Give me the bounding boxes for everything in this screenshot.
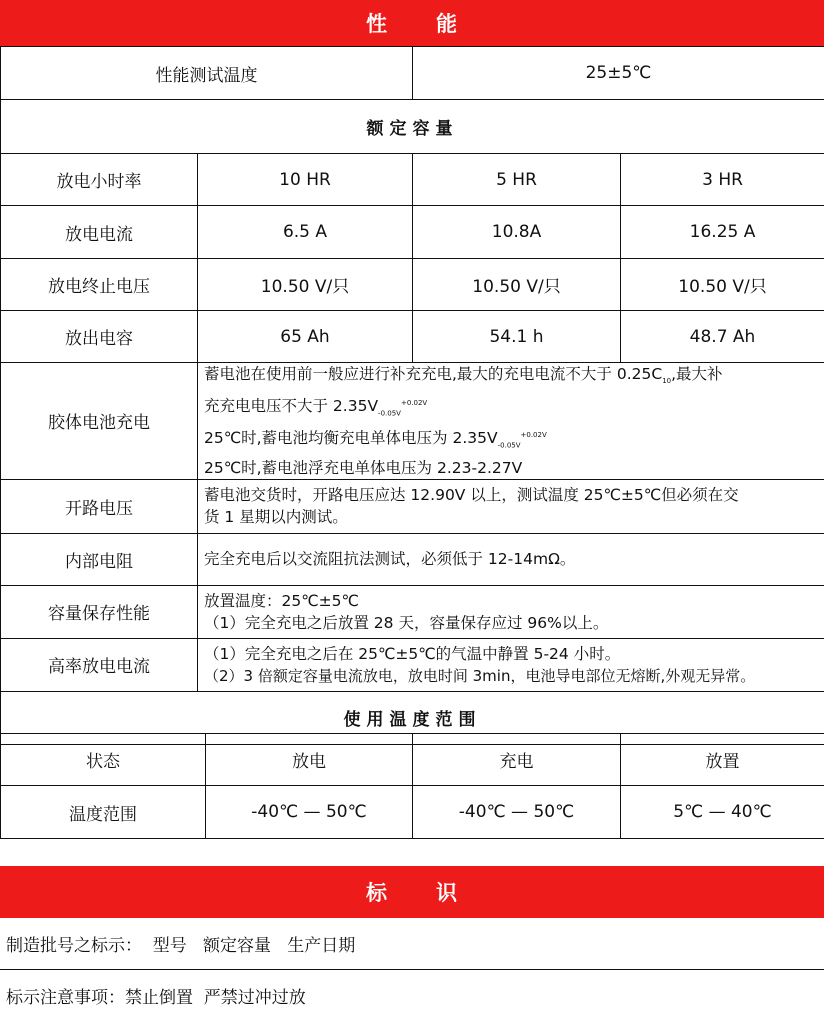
hour-rate-value: 5 HR [413, 154, 621, 206]
current-value: 16.25 A [621, 206, 824, 259]
end-voltage-value: 10.50 V/只 [413, 259, 621, 311]
open-voltage-row [1, 479, 824, 533]
high-rate-row [1, 638, 824, 691]
temp-range-header: 使用温度范围 [1, 691, 824, 744]
performance-title-left: 性 [366, 12, 389, 36]
current-value: 10.8A [413, 206, 621, 259]
gel-charge-line: 充充电电压不大于 $2.35V_{-0.05V}^{+0.02V}$ [204, 397, 428, 418]
performance-title-band [0, 0, 824, 46]
end-voltage-label: 放电终止电压 [1, 259, 198, 311]
capacity-retention-label: 容量保存性能 [1, 585, 198, 638]
marking-batch-row [0, 918, 824, 970]
temp-range-cell: 状态 [1, 734, 206, 786]
internal-resistance-line: 完全充电后以交流阻抗法测试，必须低于 12-14mΩ。 [204, 550, 576, 569]
temp-range-cell: 5℃ — 40℃ [621, 786, 824, 839]
capacity-retention-line: 放置温度：25℃±5℃ [204, 591, 359, 610]
capacity-value: 48.7 Ah [621, 311, 824, 363]
current-label: 放电电流 [1, 206, 198, 259]
capacity-value: 54.1 h [413, 311, 621, 363]
high-rate-line: （2）3 倍额定容量电流放电，放电时间 3min，电池导电部位无熔断,外观无异常。 [204, 666, 756, 685]
performance-title-right: 能 [436, 12, 459, 36]
temp-range-cell: -40℃ — 50℃ [413, 786, 621, 839]
capacity-row [1, 311, 824, 363]
temp-range-row-state [1, 734, 824, 786]
end-voltage-value: 10.50 V/只 [621, 259, 824, 311]
current-value: 6.5 A [198, 206, 413, 259]
capacity-retention-row [1, 585, 824, 638]
marking-notice-row [0, 970, 824, 1020]
hour-rate-value: 3 HR [621, 154, 824, 206]
hour-rate-value: 10 HR [198, 154, 413, 206]
open-voltage-line: 货 1 星期以内测试。 [204, 508, 348, 527]
marking-title-right: 识 [436, 881, 459, 905]
hour-rate-label: 放电小时率 [1, 154, 198, 206]
temp-range-cell: 放置 [621, 734, 824, 786]
performance-table [0, 46, 824, 745]
open-voltage-text [198, 479, 824, 533]
gel-charge-line: 25℃时,蓄电池浮充电单体电压为 2.23-2.27V [204, 458, 523, 477]
internal-resistance-text [198, 533, 824, 585]
high-rate-line: （1）完全充电之后在 25℃±5℃的气温中静置 5-24 小时。 [204, 644, 621, 663]
end-voltage-row [1, 259, 824, 311]
gel-charge-line: 25℃时,蓄电池均衡充电单体电压为 $2.35V_{-0.05V}^{+0.02V}$ [204, 429, 547, 450]
capacity-retention-text [198, 585, 824, 638]
high-rate-text [198, 638, 824, 691]
capacity-label: 放出电容 [1, 311, 198, 363]
gel-charge-text [198, 363, 824, 480]
test-temp-row [1, 47, 824, 100]
capacity-value: 65 Ah [198, 311, 413, 363]
end-voltage-value: 10.50 V/只 [198, 259, 413, 311]
current-row [1, 206, 824, 259]
marking-notice-line: 标示注意事项：禁止倒置 严禁过冲过放 [6, 987, 306, 1008]
high-rate-label: 高率放电电流 [1, 638, 198, 691]
marking-title-left: 标 [366, 881, 389, 905]
temp-range-row-values [1, 786, 824, 839]
gel-charge-row [1, 363, 824, 480]
test-temp-value: 25±5℃ [413, 47, 824, 100]
gel-charge-line: 蓄电池在使用前一般应进行补充充电,最大的充电电流不大于 $0.25C_{10}$,最大补 [204, 365, 723, 386]
temp-range-cell: 充电 [413, 734, 621, 786]
temp-range-cell: 放电 [206, 734, 413, 786]
internal-resistance-label: 内部电阻 [1, 533, 198, 585]
open-voltage-label: 开路电压 [1, 479, 198, 533]
temp-range-table [0, 733, 824, 839]
test-temp-label: 性能测试温度 [1, 47, 413, 100]
temp-range-cell: -40℃ — 50℃ [206, 786, 413, 839]
rated-capacity-header: 额定容量 [1, 100, 824, 154]
capacity-retention-line: （1）完全充电之后放置 28 天，容量保存应过 96%以上。 [204, 613, 609, 632]
marking-title-band [0, 866, 824, 918]
marking-batch-line: 制造批号之标示： 型号 额定容量 生产日期 [6, 936, 356, 956]
rated-capacity-header-row [1, 100, 824, 154]
hour-rate-row [1, 154, 824, 206]
internal-resistance-row [1, 533, 824, 585]
temp-range-cell: 温度范围 [1, 786, 206, 839]
open-voltage-line: 蓄电池交货时，开路电压应达 12.90V 以上，测试温度 25℃±5℃但必须在交 [204, 486, 739, 505]
gel-charge-label: 胶体电池充电 [1, 363, 198, 480]
